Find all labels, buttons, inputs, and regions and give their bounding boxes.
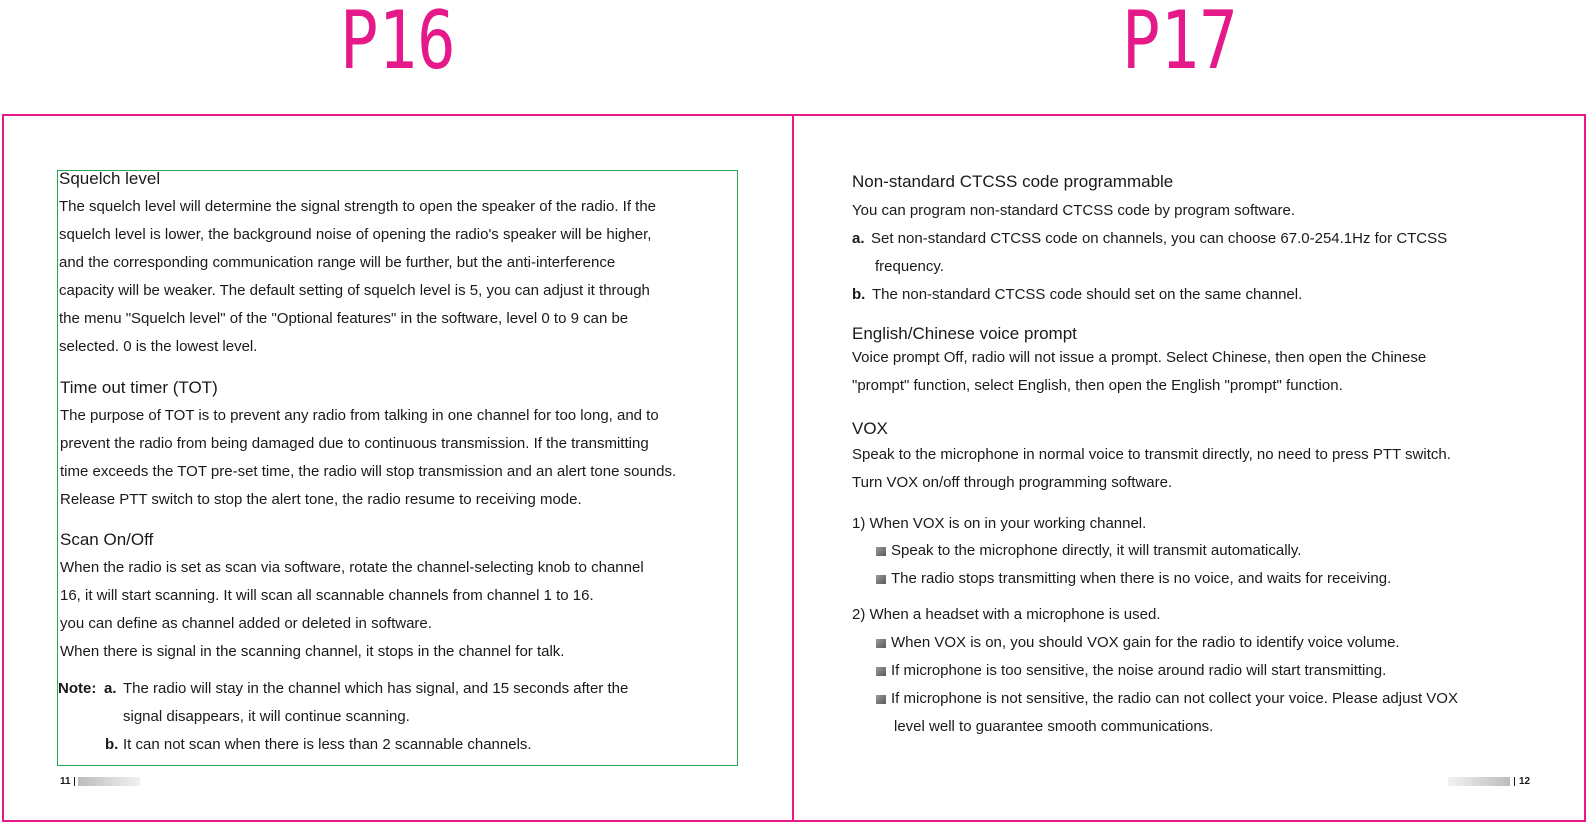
note-b-line: It can not scan when there is less than 2 scannable channels.: [123, 736, 532, 753]
squelch-line: capacity will be weaker. The default setting of squelch level is 5, you can adjust it through: [59, 282, 650, 299]
scan-line: 16, it will start scanning. It will scan all scannable channels from channel 1 to 16.: [60, 587, 594, 604]
note-a-marker: a.: [104, 680, 117, 697]
ctcss-a-marker: a.: [852, 230, 865, 247]
vox-case1-bullet: Speak to the microphone directly, it will transmit automatically.: [891, 542, 1302, 559]
note-a-line: signal disappears, it will continue scanning.: [123, 708, 410, 725]
page-divider: [792, 114, 794, 822]
note-b-marker: b.: [105, 736, 119, 753]
squelch-line: squelch level is lower, the background noise of opening the radio's speaker will be higher,: [59, 226, 652, 243]
ctcss-b-marker: b.: [852, 286, 866, 303]
ctcss-b-line: The non-standard CTCSS code should set on the same channel.: [872, 286, 1303, 303]
vox-case1-title: 1) When VOX is on in your working channel.: [852, 515, 1147, 532]
bullet-square-icon: [876, 639, 886, 648]
tot-line: time exceeds the TOT pre-set time, the radio will stop transmission and an alert tone sounds.: [60, 463, 677, 480]
bullet-square-icon: [876, 695, 886, 704]
note-prefix: Note:: [58, 680, 97, 697]
vox-line: Speak to the microphone in normal voice to transmit directly, no need to press PTT switch.: [852, 446, 1451, 463]
page-footer-bar: [1448, 777, 1510, 786]
vox-case2-title: 2) When a headset with a microphone is used.: [852, 606, 1161, 623]
tot-line: Release PTT switch to stop the alert tone, the radio resume to receiving mode.: [60, 491, 582, 508]
voice-prompt-line: Voice prompt Off, radio will not issue a prompt. Select Chinese, then open the Chinese: [852, 349, 1427, 366]
vox-case1-bullet: The radio stops transmitting when there is no voice, and waits for receiving.: [891, 570, 1392, 587]
page-label-p17: P17: [1122, 0, 1238, 87]
squelch-line: and the corresponding communication range will be further, but the anti-interference: [59, 254, 616, 271]
page-label-p16: P16: [340, 0, 456, 87]
page-number-left: 11: [60, 776, 71, 787]
page-number-separator: [1514, 777, 1515, 786]
voice-prompt-line: "prompt" function, select English, then open the English "prompt" function.: [852, 377, 1343, 394]
squelch-line: The squelch level will determine the signal strength to open the speaker of the radio. If the: [59, 198, 657, 215]
scan-title: Scan On/Off: [60, 530, 154, 549]
vox-case2-continuation: level well to guarantee smooth communications.: [894, 718, 1214, 735]
ctcss-a-line: frequency.: [875, 258, 944, 275]
scan-line: you can define as channel added or deleted in software.: [60, 615, 432, 632]
vox-line: Turn VOX on/off through programming software.: [852, 474, 1173, 491]
voice-prompt-title: English/Chinese voice prompt: [852, 324, 1077, 343]
vox-case2-bullet: If microphone is not sensitive, the radio can not collect your voice. Please adjust VOX: [891, 690, 1458, 707]
ctcss-title: Non-standard CTCSS code programmable: [852, 172, 1174, 191]
page-footer-bar: [78, 777, 140, 786]
tot-line: prevent the radio from being damaged due to continuous transmission. If the transmitting: [60, 435, 649, 452]
squelch-line: the menu "Squelch level" of the "Optional features" in the software, level 0 to 9 can be: [59, 310, 629, 327]
vox-case2-bullet: If microphone is too sensitive, the noise around radio will start transmitting.: [891, 662, 1387, 679]
tot-line: The purpose of TOT is to prevent any radio from talking in one channel for too long, and to: [60, 407, 659, 424]
squelch-line: selected. 0 is the lowest level.: [59, 338, 258, 355]
squelch-title: Squelch level: [59, 169, 161, 188]
tot-title: Time out timer (TOT): [60, 378, 218, 397]
scan-line: When there is signal in the scanning channel, it stops in the channel for talk.: [60, 643, 565, 660]
scan-line: When the radio is set as scan via software, rotate the channel-selecting knob to channel: [60, 559, 644, 576]
bullet-square-icon: [876, 667, 886, 676]
note-a-line: The radio will stay in the channel which has signal, and 15 seconds after the: [123, 680, 629, 697]
page-number-separator: [74, 777, 75, 786]
bullet-square-icon: [876, 575, 886, 584]
vox-title: VOX: [852, 419, 888, 438]
ctcss-a-line: Set non-standard CTCSS code on channels, you can choose 67.0-254.1Hz for CTCSS: [871, 230, 1448, 247]
bullet-square-icon: [876, 547, 886, 556]
vox-case2-bullet: When VOX is on, you should VOX gain for the radio to identify voice volume.: [891, 634, 1400, 651]
ctcss-intro: You can program non-standard CTCSS code by program software.: [852, 202, 1296, 219]
page-number-right: 12: [1519, 776, 1531, 787]
